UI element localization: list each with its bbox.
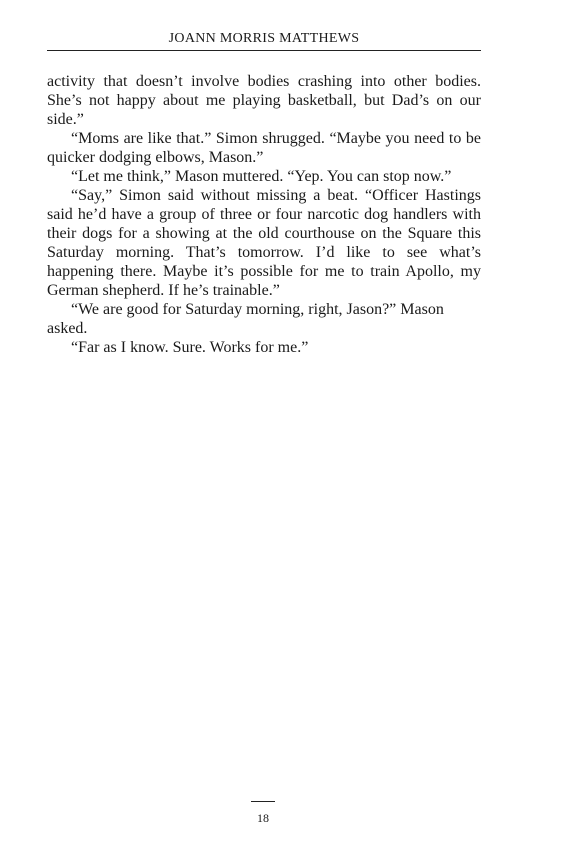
body-text bbox=[47, 72, 481, 357]
paragraph: activity that doesn’t involve bodies crashing into other bodies. She’s not happy about me playing basketball, but Dad’s on our side.” bbox=[47, 73, 481, 128]
paragraph: “Moms are like that.” Simon shrugged. “Maybe you need to be quicker dodging elbows, Mason.” bbox=[47, 130, 481, 166]
paragraph: “We are good for Saturday morning, right, Jason?” Mason asked. bbox=[47, 301, 444, 337]
paragraph: “Say,” Simon said without missing a beat. “Officer Hastings said he’d have a group of three or four narcotic dog handlers with their dogs for a showing at the old courthouse on the Square this Saturday morning. That’s tomorrow. I’d like to see what’s happening there. Maybe it’s possible for me to train Apollo, my German shepherd. If he’s trainable.” bbox=[47, 187, 481, 299]
paragraph: “Far as I know. Sure. Works for me.” bbox=[71, 339, 309, 356]
header-rule bbox=[47, 50, 481, 51]
running-head: JOANN MORRIS MATTHEWS bbox=[168, 31, 360, 46]
footer-rule bbox=[251, 801, 275, 802]
page-number: 18 bbox=[257, 811, 269, 825]
paragraph: “Let me think,” Mason muttered. “Yep. You can stop now.” bbox=[71, 168, 452, 185]
